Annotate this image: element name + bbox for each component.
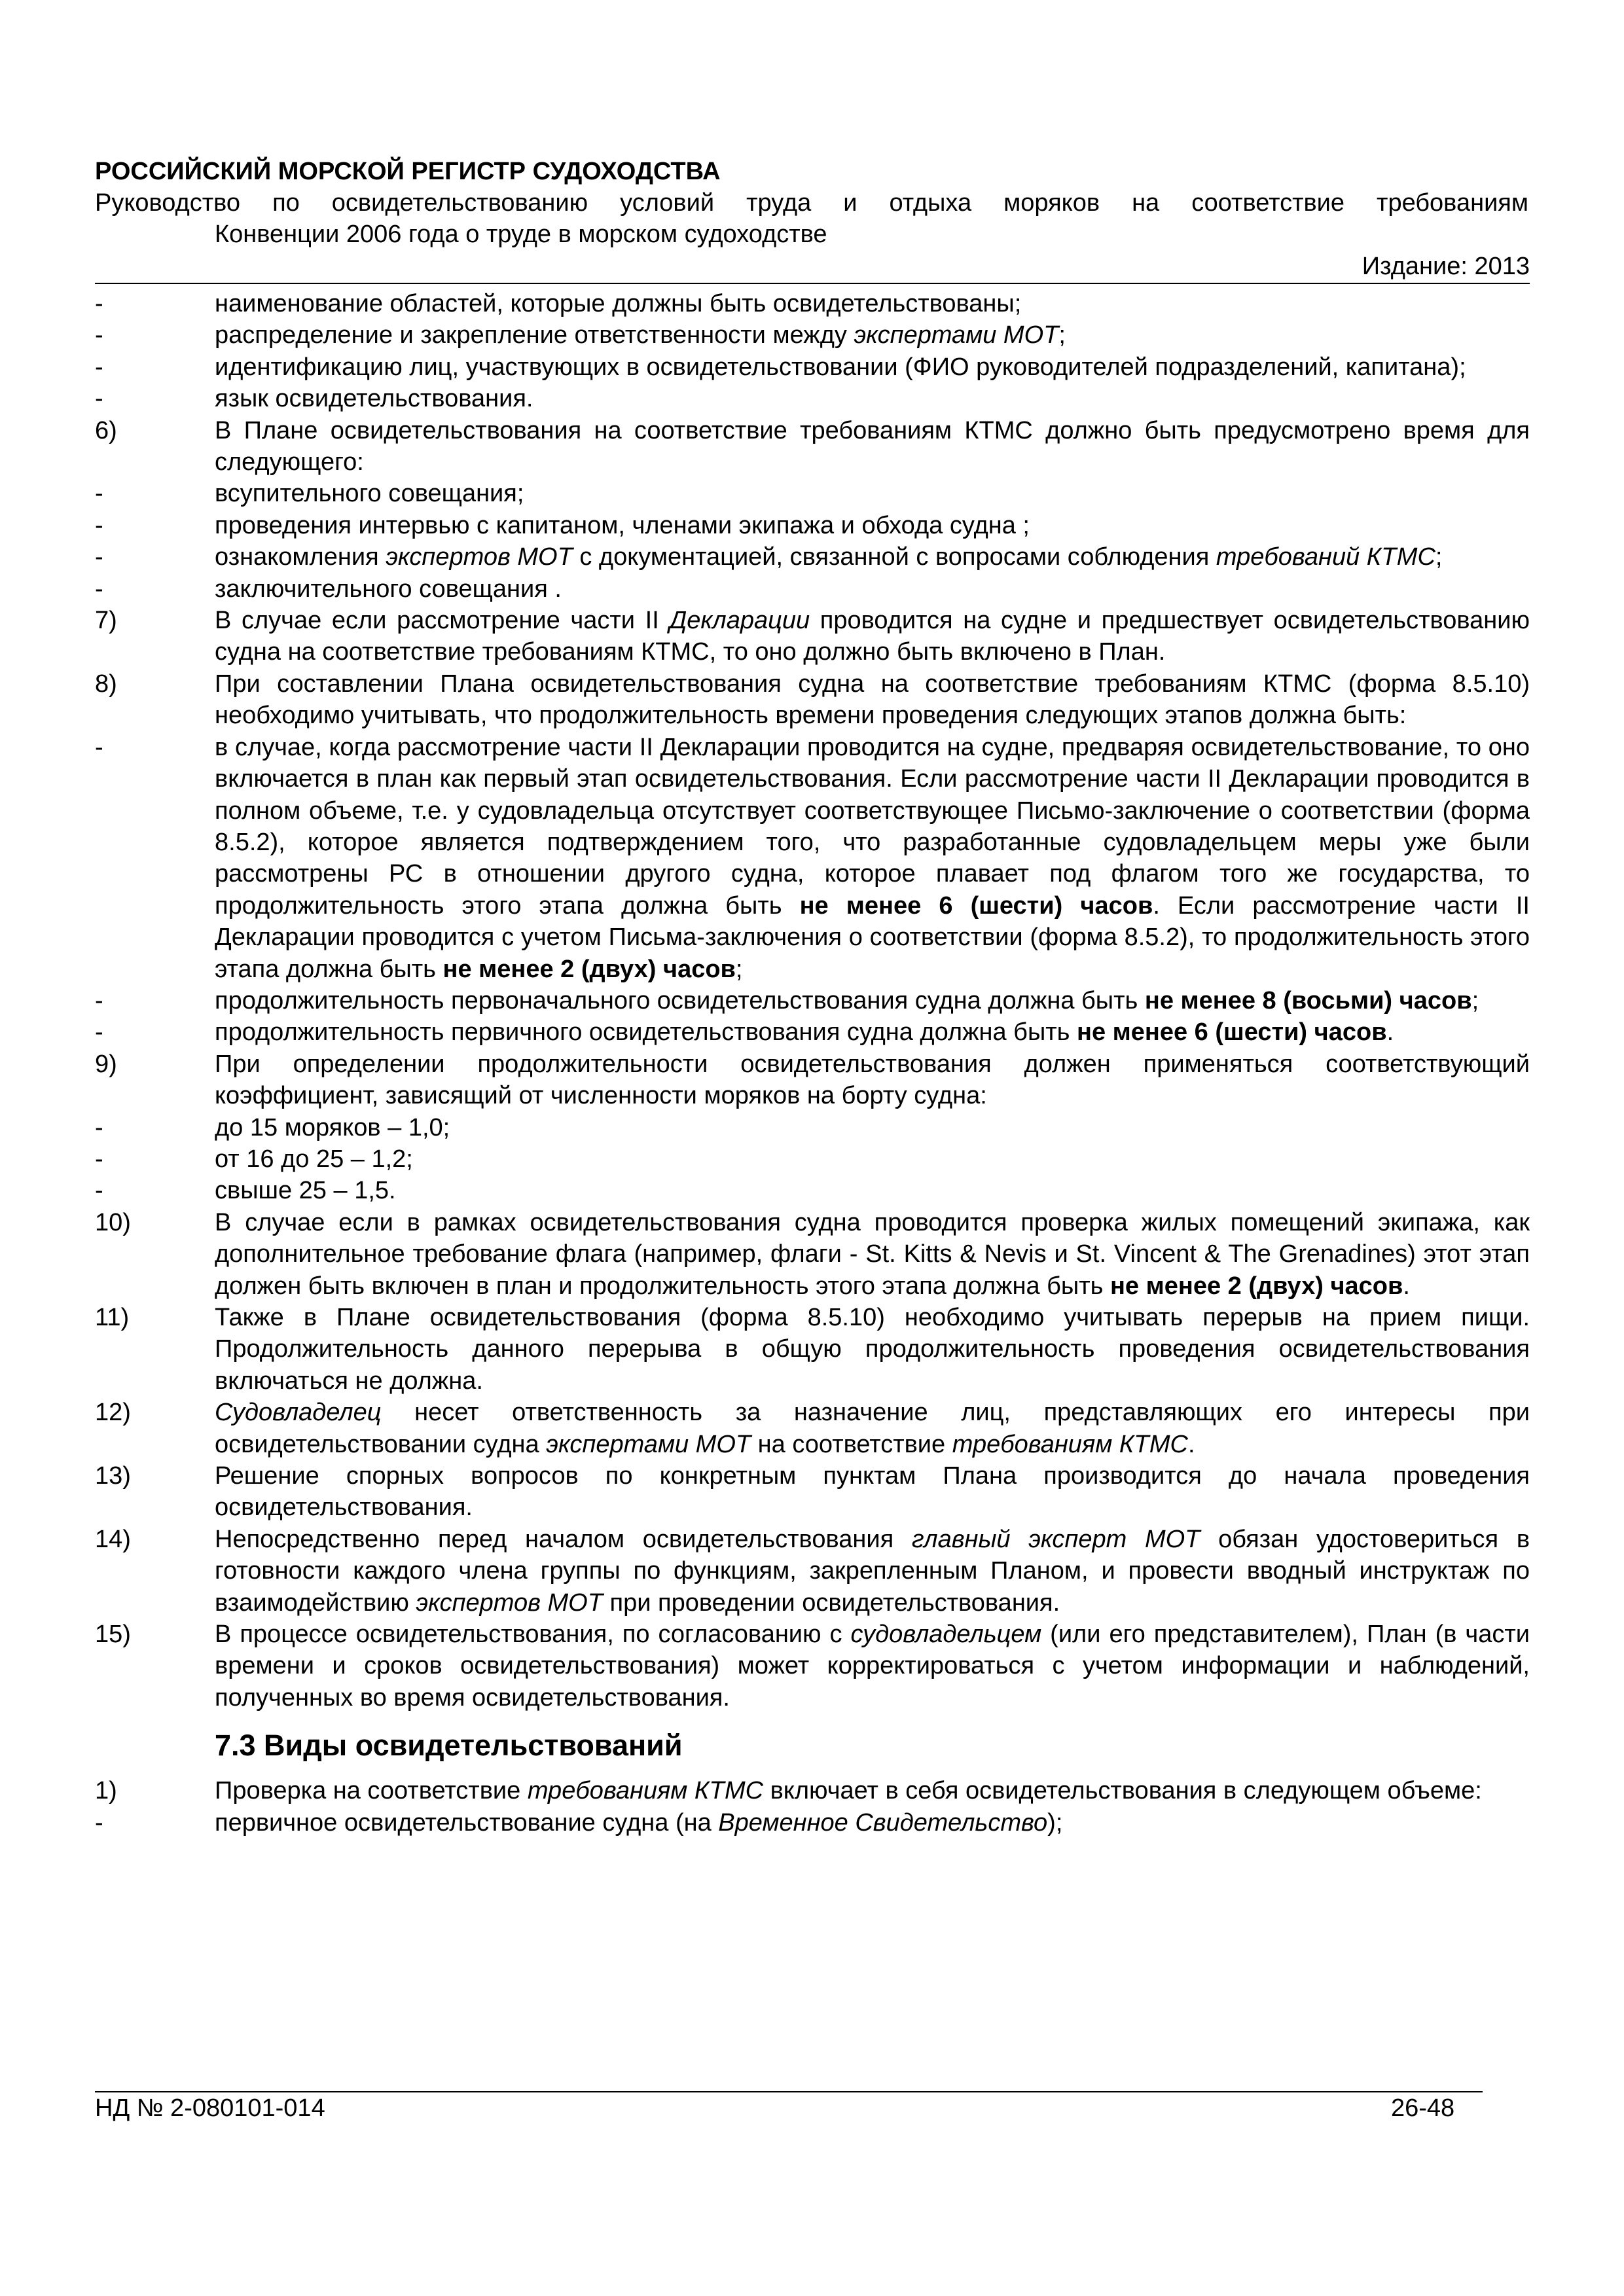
list-item-text: язык освидетельствования. bbox=[215, 385, 533, 413]
list-marker: - bbox=[95, 986, 103, 1014]
list-marker: - bbox=[95, 511, 103, 539]
list-marker: 13) bbox=[95, 1462, 131, 1490]
list-item-text: Также в Плане освидетельствования (форма 8.5.10) необходимо учитывать перерыв на прием пищи. Продолжительность данного перерыва в общую продолжительность проведения освидетельствования включаться не должна. bbox=[215, 1304, 1530, 1395]
list-item bbox=[95, 1143, 1530, 1175]
list-item bbox=[95, 383, 1530, 414]
list-item-text: Непосредственно перед началом освидетельствования главный эксперт МОТ обязан удостовериться в готовности каждого члена группы по функциям, закрепленным Планом, и провести вводный инструктаж по взаимодействию экспертов МОТ при проведении освидетельствования. bbox=[215, 1525, 1530, 1617]
subtitle-line-2: Конвенции 2006 года о труде в морском судоходстве bbox=[215, 221, 827, 248]
list-item-text: В случае если рассмотрение части II Декларации проводится на судне и предшествует освидетельствованию судна на соответствие требованиям КТМС, то оно должно быть включено в План. bbox=[215, 607, 1530, 666]
list-marker: 9) bbox=[95, 1050, 117, 1078]
list-item bbox=[95, 1619, 1530, 1713]
list-marker: - bbox=[95, 733, 103, 761]
list-item-text: заключительного совещания . bbox=[215, 575, 562, 603]
list-item bbox=[95, 1016, 1530, 1048]
list-marker: 15) bbox=[95, 1621, 131, 1649]
list-item bbox=[95, 1049, 1530, 1112]
list-item bbox=[95, 573, 1530, 605]
list-item-text: В Плане освидетельствования на соответствие требованиям КТМС должно быть предусмотрено время для следующего: bbox=[215, 416, 1530, 476]
list-item-text: первичное освидетельствование судна (на Временное Свидетельство); bbox=[215, 1808, 1063, 1837]
list-item bbox=[95, 732, 1530, 985]
list-marker: - bbox=[95, 543, 103, 571]
list-item-text: продолжительность первоначального освидетельствования судна должна быть не менее 8 (восьми) часов; bbox=[215, 986, 1479, 1014]
list-marker: 7) bbox=[95, 607, 117, 635]
list-item-text: идентификацию лиц, участвующих в освидетельствовании (ФИО руководителей подразделений, капитана); bbox=[215, 353, 1466, 381]
list-item-text: до 15 моряков – 1,0; bbox=[215, 1113, 450, 1141]
list-item bbox=[95, 510, 1530, 541]
list-item bbox=[95, 985, 1530, 1016]
list-marker: - bbox=[95, 1018, 103, 1047]
requirements-list bbox=[95, 288, 1530, 1713]
list-marker: 10) bbox=[95, 1208, 131, 1236]
list-marker: - bbox=[95, 1177, 103, 1205]
list-marker: 11) bbox=[95, 1304, 130, 1331]
list-marker: - bbox=[95, 353, 103, 381]
document-number: НД № 2-080101-014 bbox=[95, 2094, 325, 2122]
list-marker: 12) bbox=[95, 1399, 131, 1427]
list-marker: - bbox=[95, 1113, 103, 1141]
list-marker: - bbox=[95, 1145, 103, 1173]
list-item-text: При определении продолжительности освидетельствования должен применяться соответствующий коэффициент, зависящий от численности моряков на борту судна: bbox=[215, 1050, 1530, 1110]
list-item bbox=[95, 1524, 1530, 1619]
list-item bbox=[95, 1112, 1530, 1143]
list-item-text: В процессе освидетельствования, по согласованию с судовладельцем (или его представителем), План (в части времени и сроков освидетельствования) может корректироваться с учетом информации и наблюдений, полученных во время освидетельствования. bbox=[215, 1621, 1530, 1712]
list-item-text: свыше 25 – 1,5. bbox=[215, 1177, 396, 1205]
list-item-text: в случае, когда рассмотрение части II Декларации проводится на судне, предваряя освидетельствование, то оно включается в план как первый этап освидетельствования. Если рассмотрение части II Декларации проводится в полном объеме, т.е. у судовладельца отсутствует соответствующее Письмо-заключение о соответствии (форма 8.5.2), которое является подтверждением того, что разработанные судовладельцем меры уже были рассмотрены РС в отношении другого судна, которое плавает под флагом того же государства, то продолжительность этого этапа должна быть не менее 6 (шести) часов. Если рассмотрение части II Декларации проводится с учетом Письма-заключения о соответствии (форма 8.5.2), то продолжительность этого этапа должна быть не менее 2 (двух) часов; bbox=[215, 733, 1530, 983]
list-item bbox=[95, 668, 1530, 732]
list-item bbox=[95, 1460, 1530, 1524]
list-item bbox=[95, 1397, 1530, 1460]
list-marker: - bbox=[95, 1808, 103, 1837]
organization-title: РОССИЙСКИЙ МОРСКОЙ РЕГИСТР СУДОХОДСТВА bbox=[95, 158, 721, 185]
list-item bbox=[95, 319, 1530, 351]
list-item-text: наименование областей, которые должны быть освидетельствованы; bbox=[215, 290, 1022, 317]
list-item bbox=[95, 541, 1530, 573]
list-item-text: Решение спорных вопросов по конкретным пунктам Плана производится до начала проведения освидетельствования. bbox=[215, 1462, 1530, 1522]
list-marker: 1) bbox=[95, 1777, 117, 1805]
list-item-text: В случае если в рамках освидетельствования судна проводится проверка жилых помещений экипажа, как дополнительное требование флага (например, флаги - St. Kitts & Nevis и St. Vincent & The Grenadines) этот этап должен быть включен в план и продолжительность этого этапа должна быть не менее 2 (двух) часов. bbox=[215, 1208, 1530, 1300]
list-marker: - bbox=[95, 290, 103, 317]
edition-label: Издание: 2013 bbox=[1362, 253, 1530, 280]
list-marker: - bbox=[95, 385, 103, 413]
list-item-text: При составлении Плана освидетельствования судна на соответствие требованиям КТМС (форма 8.5.10) необходимо учитывать, что продолжительность времени проведения следующих этапов должна быть: bbox=[215, 670, 1530, 730]
page-number: 26-48 bbox=[1391, 2094, 1455, 2122]
list-marker: 14) bbox=[95, 1525, 131, 1553]
document-subtitle bbox=[95, 187, 1528, 250]
list-marker: - bbox=[95, 480, 103, 508]
header-divider bbox=[95, 283, 1530, 284]
document-body bbox=[95, 288, 1530, 1839]
list-item-text: продолжительность первичного освидетельствования судна должна быть не менее 6 (шести) часов. bbox=[215, 1018, 1394, 1047]
list-item bbox=[95, 415, 1530, 478]
subtitle-line-1: Руководство по освидетельствованию условий труда и отдыха моряков на соответствие требованиям bbox=[95, 189, 1528, 217]
list-item-text: Проверка на соответствие требованиям КТМС включает в себя освидетельствования в следующем объеме: bbox=[215, 1777, 1482, 1805]
list-item bbox=[95, 1807, 1530, 1839]
list-marker: - bbox=[95, 575, 103, 603]
list-item-text: всупительного совещания; bbox=[215, 480, 524, 508]
list-item-text: проведения интервью с капитаном, членами экипажа и обхода судна ; bbox=[215, 511, 1030, 539]
list-item bbox=[95, 605, 1530, 668]
list-item bbox=[95, 1207, 1530, 1302]
list-marker: 8) bbox=[95, 670, 117, 698]
list-marker: 6) bbox=[95, 416, 117, 444]
list-item-text: ознакомления экспертов МОТ с документацией, связанной с вопросами соблюдения требований КТМС; bbox=[215, 543, 1443, 571]
section-heading: 7.3 Виды освидетельствований bbox=[215, 1729, 683, 1763]
list-item bbox=[95, 478, 1530, 509]
survey-types-list bbox=[95, 1775, 1530, 1839]
list-item-text: распределение и закрепление ответственности между экспертами МОТ; bbox=[215, 321, 1066, 350]
list-item-text: от 16 до 25 – 1,2; bbox=[215, 1145, 413, 1173]
list-item bbox=[95, 351, 1530, 383]
list-item-text: Судовладелец несет ответственность за назначение лиц, представляющих его интересы при освидетельствовании судна экспертами МОТ на соответствие требованиям КТМС. bbox=[215, 1399, 1530, 1458]
list-item bbox=[95, 1775, 1530, 1806]
list-item bbox=[95, 1302, 1530, 1397]
list-marker: - bbox=[95, 321, 103, 350]
list-item bbox=[95, 288, 1530, 319]
list-item bbox=[95, 1175, 1530, 1206]
